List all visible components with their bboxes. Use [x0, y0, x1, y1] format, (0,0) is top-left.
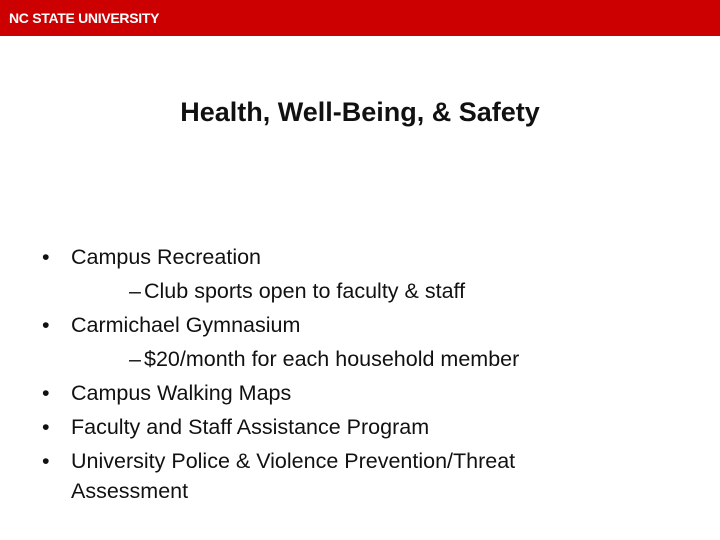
header-bar — [0, 0, 720, 36]
bullet-icon: • — [42, 245, 50, 269]
list-item — [42, 276, 682, 310]
bullet-text: Campus Recreation — [71, 245, 262, 269]
bullet-text: Assessment — [71, 479, 189, 503]
bullet-text: Faculty and Staff Assistance Program — [71, 415, 430, 439]
bullet-icon: • — [42, 415, 50, 439]
list-item — [42, 378, 682, 412]
list-item — [42, 412, 682, 446]
university-logo: NC STATE UNIVERSITY — [9, 10, 160, 26]
bullet-text: University Police & Violence Prevention/Threat — [71, 449, 516, 473]
list-item-continuation — [42, 476, 682, 510]
list-item — [42, 446, 682, 476]
dash-icon: – — [129, 279, 141, 303]
sub-bullet-text: Club sports open to faculty & staff — [144, 279, 466, 303]
sub-bullet-text: $20/month for each household member — [144, 347, 520, 371]
slide-title: Health, Well-Being, & Safety — [180, 97, 540, 127]
bullet-list — [42, 242, 682, 510]
bullet-icon: • — [42, 449, 50, 473]
bullet-icon: • — [42, 381, 50, 405]
list-item — [42, 242, 682, 276]
bullet-icon: • — [42, 313, 50, 337]
bullet-text: Carmichael Gymnasium — [71, 313, 301, 337]
bullet-text: Campus Walking Maps — [71, 381, 292, 405]
list-item — [42, 344, 682, 378]
dash-icon: – — [129, 347, 141, 371]
list-item — [42, 310, 682, 344]
